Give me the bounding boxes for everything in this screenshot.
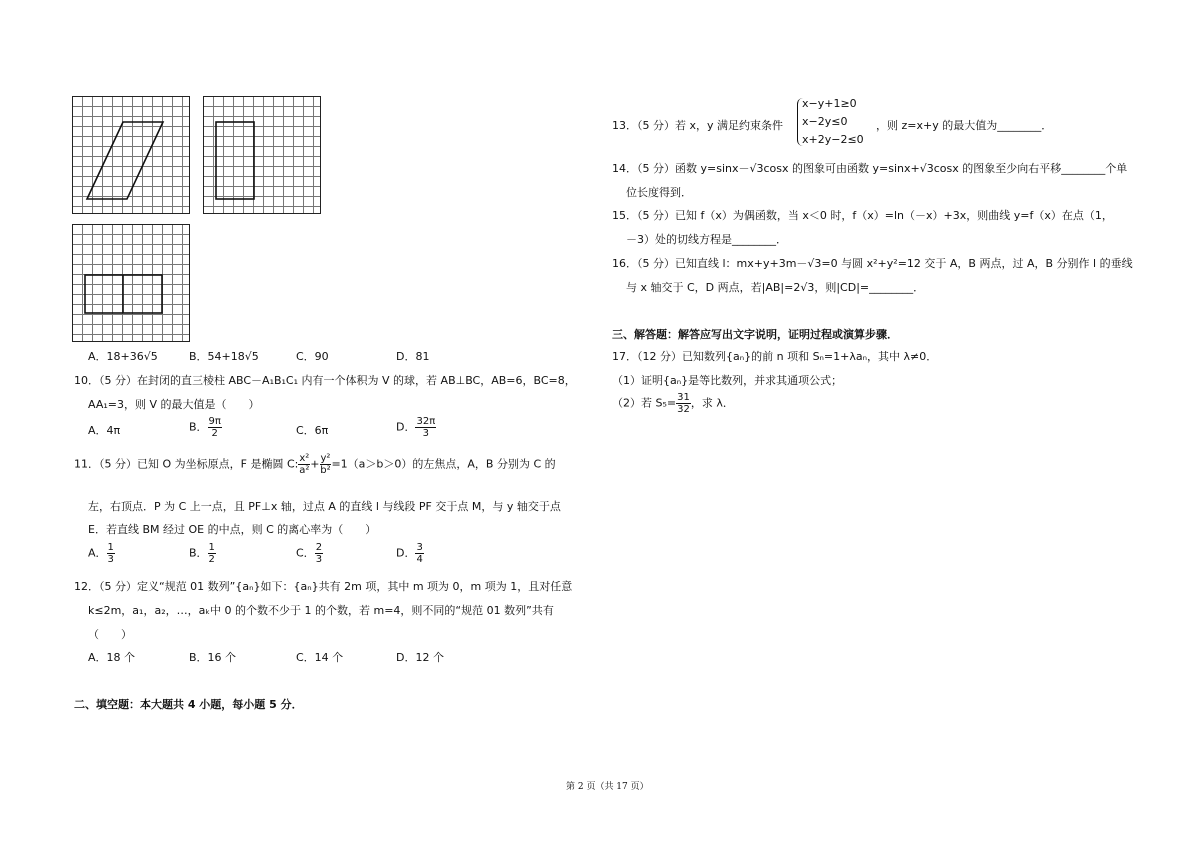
q13-constraint-3: x+2y−2≤0 — [802, 133, 864, 146]
q16-line2: 与 x 轴交于 C，D 两点，若|AB|=2√3，则|CD|=________． — [626, 281, 925, 294]
side-view-grid — [203, 96, 321, 214]
q10-line2: AA₁=3，则 V 的最大值是（ ） — [88, 398, 260, 411]
ellipse-fraction-y: $\frac{\text{y²}}{\text{b²}}$ — [320, 453, 331, 476]
q11-option-b: B． $\frac{1}{2}$ — [189, 542, 215, 565]
rectangle-figure — [204, 97, 320, 213]
q11-line2: 左，右顶点．P 为 C 上一点，且 PF⊥x 轴，过点 A 的直线 l 与线段 PF 交于点 M，与 y 轴交于点 — [88, 500, 561, 513]
q10-option-a: A．4π — [88, 424, 121, 437]
section-fill-in-heading: 二、填空题：本大题共 4 小题，每小题 5 分． — [74, 698, 303, 711]
q9-option-c: C．90 — [296, 350, 329, 363]
q13-suffix: ，则 z=x+y 的最大值为________． — [876, 119, 1053, 132]
ellipse-fraction-x: $\frac{\text{x²}}{\text{a²}}$ — [299, 453, 310, 476]
q9-option-d: D．81 — [396, 350, 430, 363]
q9-option-a: A．18+36√5 — [88, 350, 158, 363]
q13-constraint-1: x−y+1≥0 — [802, 97, 857, 110]
top-view-grid — [72, 224, 190, 342]
q15-line2: －3）处的切线方程是________． — [626, 233, 787, 246]
q13-prefix: 13．（5 分）若 x，y 满足约束条件 — [612, 119, 784, 132]
q11-option-c: C． $\frac{2}{3}$ — [296, 542, 323, 565]
q12-line1: 12．（5 分）定义“规范 01 数列”{aₙ}如下：{aₙ}共有 2m 项，其中 m 项为 0，m 项为 1，且对任意 — [74, 580, 573, 593]
q10-option-c: C．6π — [296, 424, 329, 437]
q9-option-b: B．54+18√5 — [189, 350, 259, 363]
q12-option-c: C．14 个 — [296, 651, 344, 664]
q15-line1: 15．（5 分）已知 f（x）为偶函数，当 x＜0 时，f（x）=ln（－x）+3x，则曲线 y=f（x）在点（1， — [612, 209, 1113, 222]
front-view-grid — [72, 96, 190, 214]
q14-line1: 14．（5 分）函数 y=sinx－√3cosx 的图象可由函数 y=sinx+√3cosx 的图象至少向右平移________个单 — [612, 162, 1128, 175]
page-footer: 第 2 页（共 17 页） — [566, 782, 649, 792]
q16-line1: 16．（5 分）已知直线 l：mx+y+3m－√3=0 与圆 x²+y²=12 交于 A，B 两点，过 A，B 分别作 l 的垂线 — [612, 257, 1133, 270]
q12-option-a: A．18 个 — [88, 651, 136, 664]
q12-line3: （ ） — [88, 628, 132, 641]
q17-line1: 17．（12 分）已知数列{aₙ}的前 n 项和 Sₙ=1+λaₙ，其中 λ≠0． — [612, 350, 938, 363]
two-squares-figure — [73, 225, 189, 341]
q14-line2: 位长度得到． — [626, 186, 692, 199]
q12-option-d: D．12 个 — [396, 651, 444, 664]
q10-option-b: B． $\frac{9\pi}{2}$ — [189, 416, 221, 439]
q13-constraint-2: x−2y≤0 — [802, 115, 848, 128]
q12-line2: k≤2m，a₁，a₂，…，aₖ中 0 的个数不少于 1 的个数，若 m=4，则不同的“规范 01 数列”共有 — [88, 604, 554, 617]
q10-option-d: D． $\frac{32\pi}{3}$ — [396, 416, 436, 439]
q17-part2: （2）若 S₅= $\frac{31}{32}$ ，求 λ． — [612, 392, 734, 415]
q11-option-d: D． $\frac{3}{4}$ — [396, 542, 423, 565]
section-answer-heading: 三、解答题：解答应写出文字说明，证明过程或演算步骤． — [612, 328, 898, 341]
parallelogram-figure — [73, 97, 189, 213]
q11-line1: 11．（5 分）已知 O 为坐标原点，F 是椭圆 C: $\frac{\text{x²}}{\text{a²}}$ + $\frac{\text{y²}}{\text{b²}}$ =1（a＞b＞0）的左焦点，A，B 分别为 C 的 — [74, 453, 556, 476]
q10-line1: 10．（5 分）在封闭的直三棱柱 ABC－A₁B₁C₁ 内有一个体积为 V 的球，若 AB⊥BC，AB=6，BC=8， — [74, 374, 576, 387]
q11-line3: E．若直线 BM 经过 OE 的中点，则 C 的离心率为（ ） — [88, 523, 377, 536]
q12-option-b: B．16 个 — [189, 651, 237, 664]
q11-option-a: A． $\frac{1}{3}$ — [88, 542, 114, 565]
q17-part1: （1）证明{aₙ}是等比数列，并求其通项公式； — [612, 374, 843, 387]
